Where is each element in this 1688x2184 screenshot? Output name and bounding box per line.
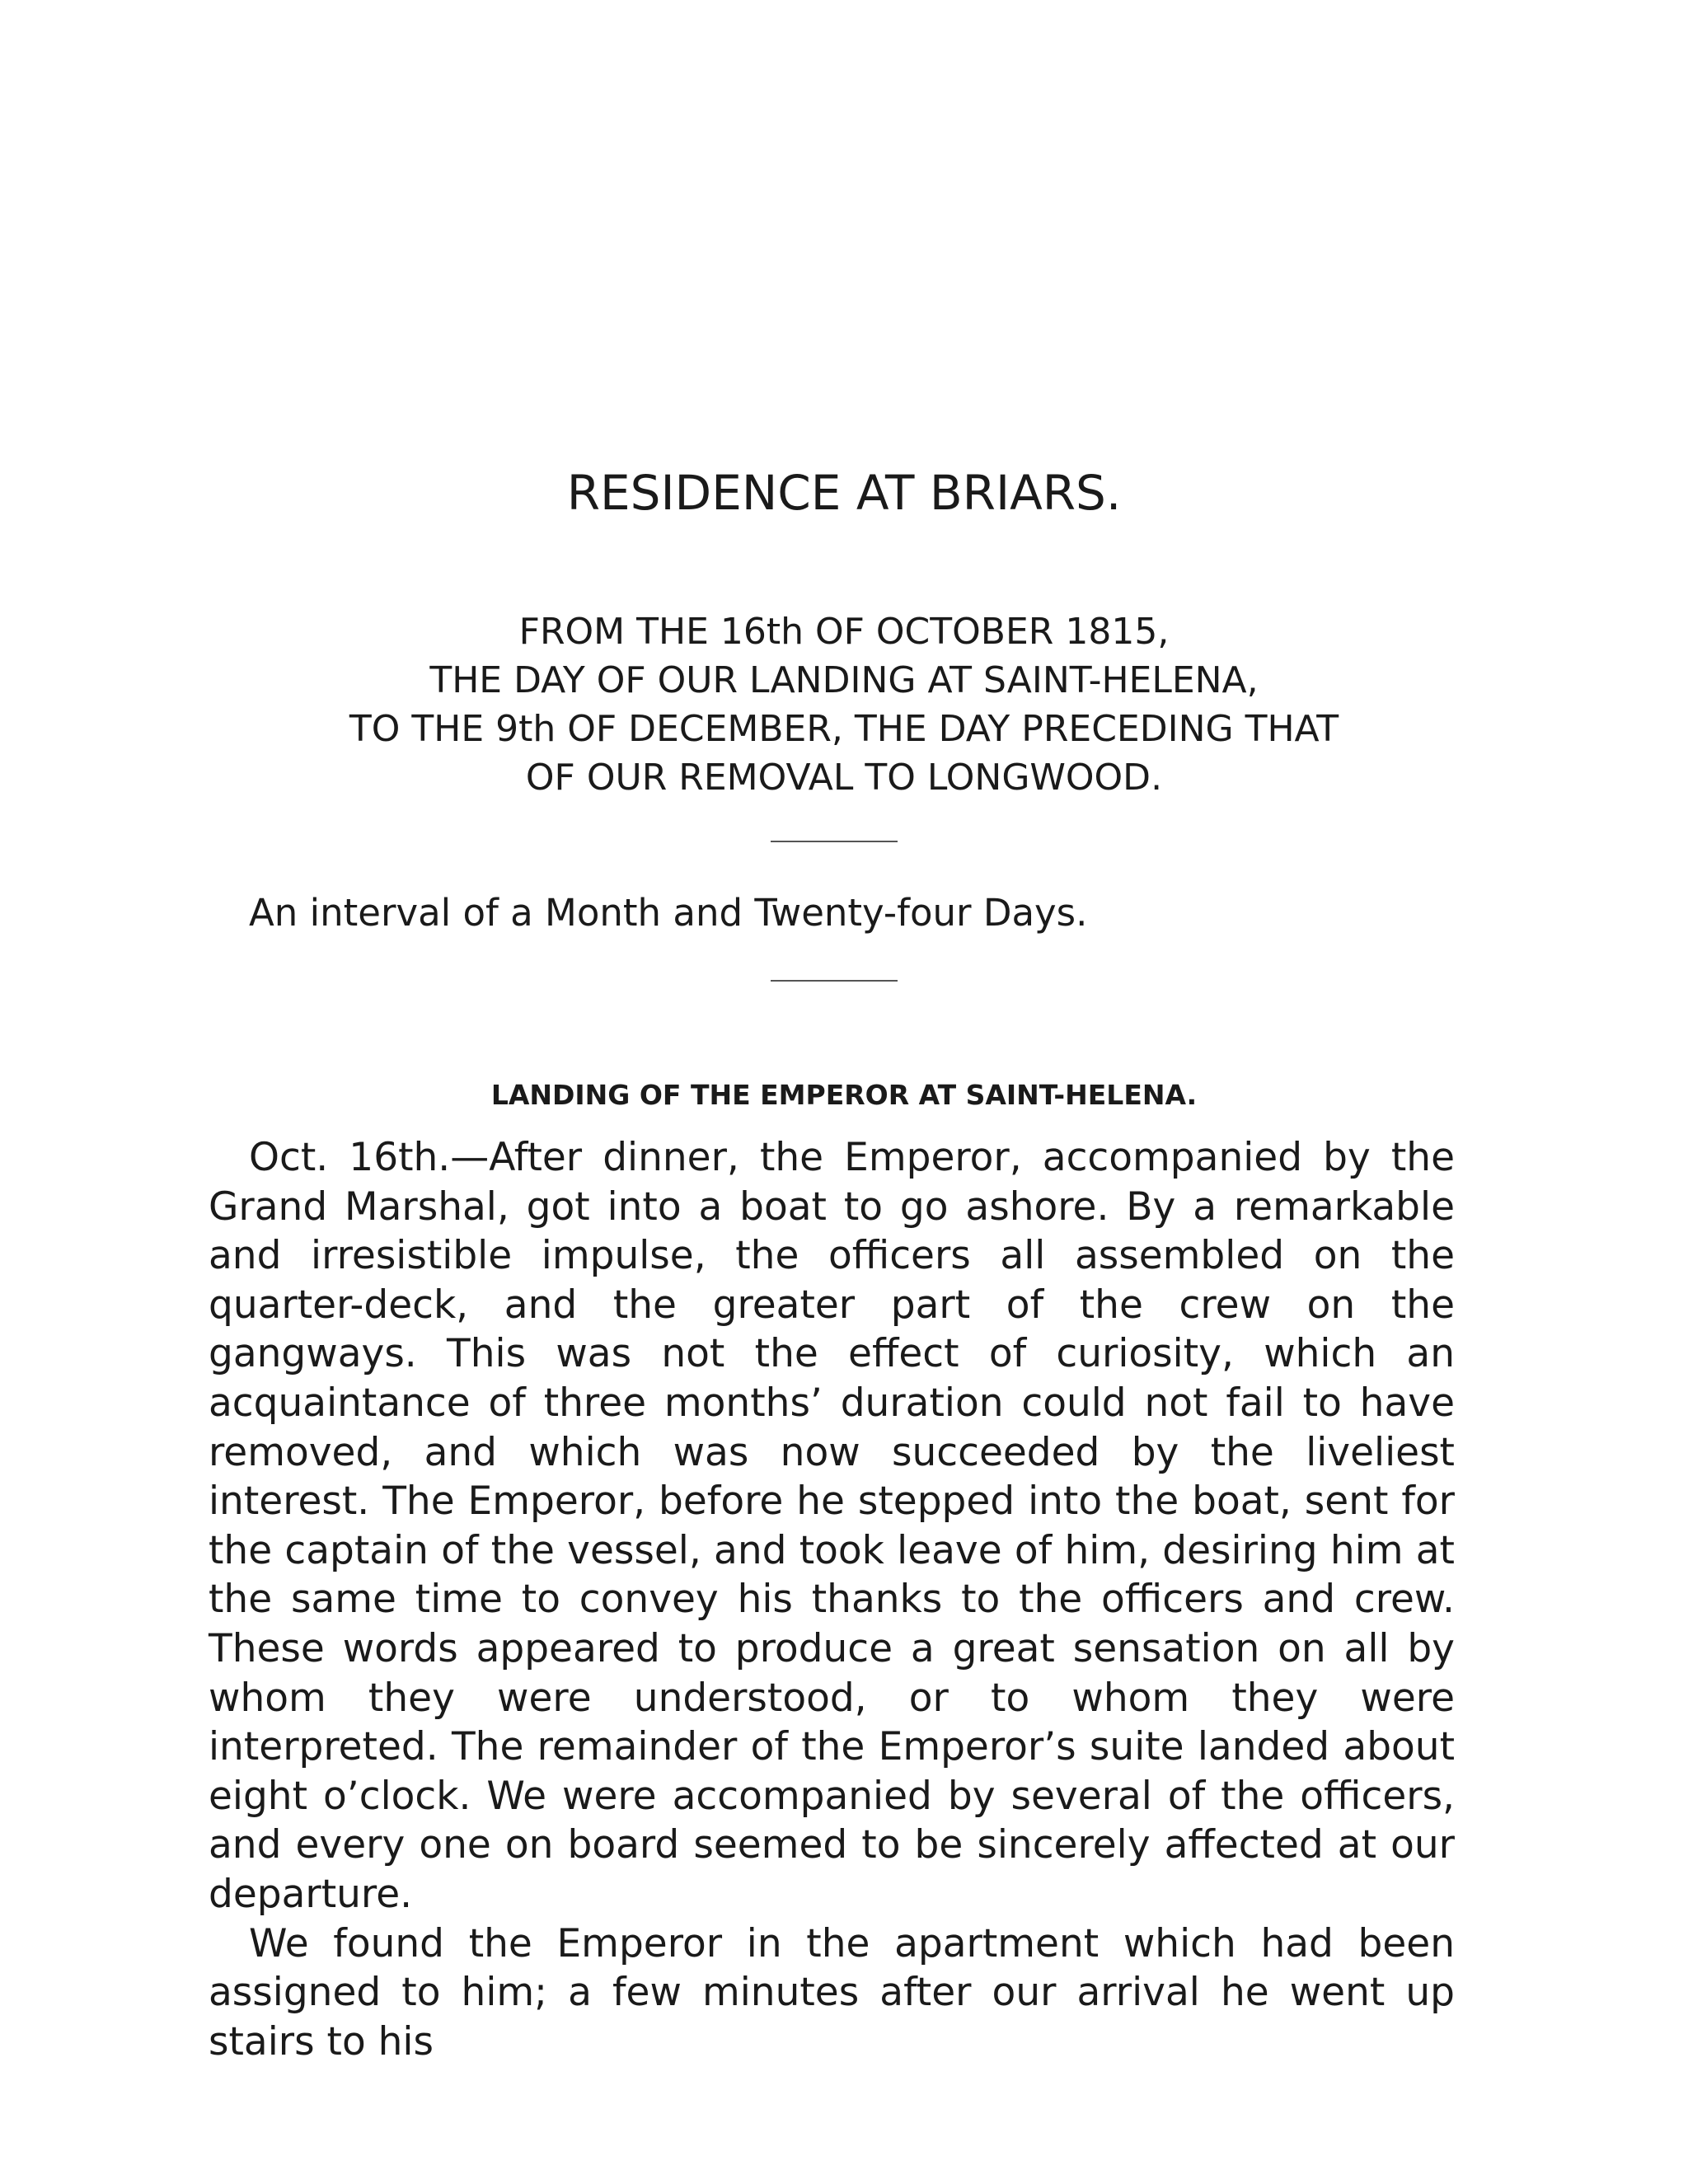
body-text <box>209 1133 1455 2066</box>
subtitle-line: TO THE 9th OF DECEMBER, THE DAY PRECEDING THAT <box>349 708 1339 750</box>
interval-note: An interval of a Month and Twenty-four Days. <box>249 891 1088 935</box>
subtitle-line: FROM THE 16th OF OCTOBER 1815, <box>518 611 1170 653</box>
subtitle-line: THE DAY OF OUR LANDING AT SAINT-HELENA, <box>429 659 1259 701</box>
paragraph: We found the Emperor in the apartment which had been assigned to him; a few minutes after our arrival he went up stairs to his <box>209 1920 1455 2064</box>
divider-rule <box>771 841 898 842</box>
section-heading: LANDING OF THE EMPEROR AT SAINT-HELENA. <box>490 1079 1198 1111</box>
chapter-subtitle <box>0 607 1688 802</box>
paragraph: Oct. 16th.—After dinner, the Emperor, accompanied by the Grand Marshal, got into a boat to go ashore. By a remarkable and irresistible impulse, the officers all assembled on the quarter-deck, and the greater part of the crew on the gangways. This was not the effect of curiosity, which an acquaintance of three months’ duration could not fail to have removed, and which was now succeeded by the liveliest interest. The Emperor, before he stepped into the boat, sent for the captain of the vessel, and took leave of him, desiring him at the same time to convey his thanks to the officers and crew. These words appeared to produce a great sensation on all by whom they were understood, or to whom they were interpreted. The remainder of the Emperor’s suite landed about eight o’clock. We were accompanied by several of the officers, and every one on board seemed to be sincerely affected at our departure. <box>209 1135 1455 1917</box>
subtitle-line: OF OUR REMOVAL TO LONGWOOD. <box>525 757 1163 799</box>
divider-rule <box>771 980 898 982</box>
chapter-title: RESIDENCE AT BRIARS. <box>566 465 1122 521</box>
